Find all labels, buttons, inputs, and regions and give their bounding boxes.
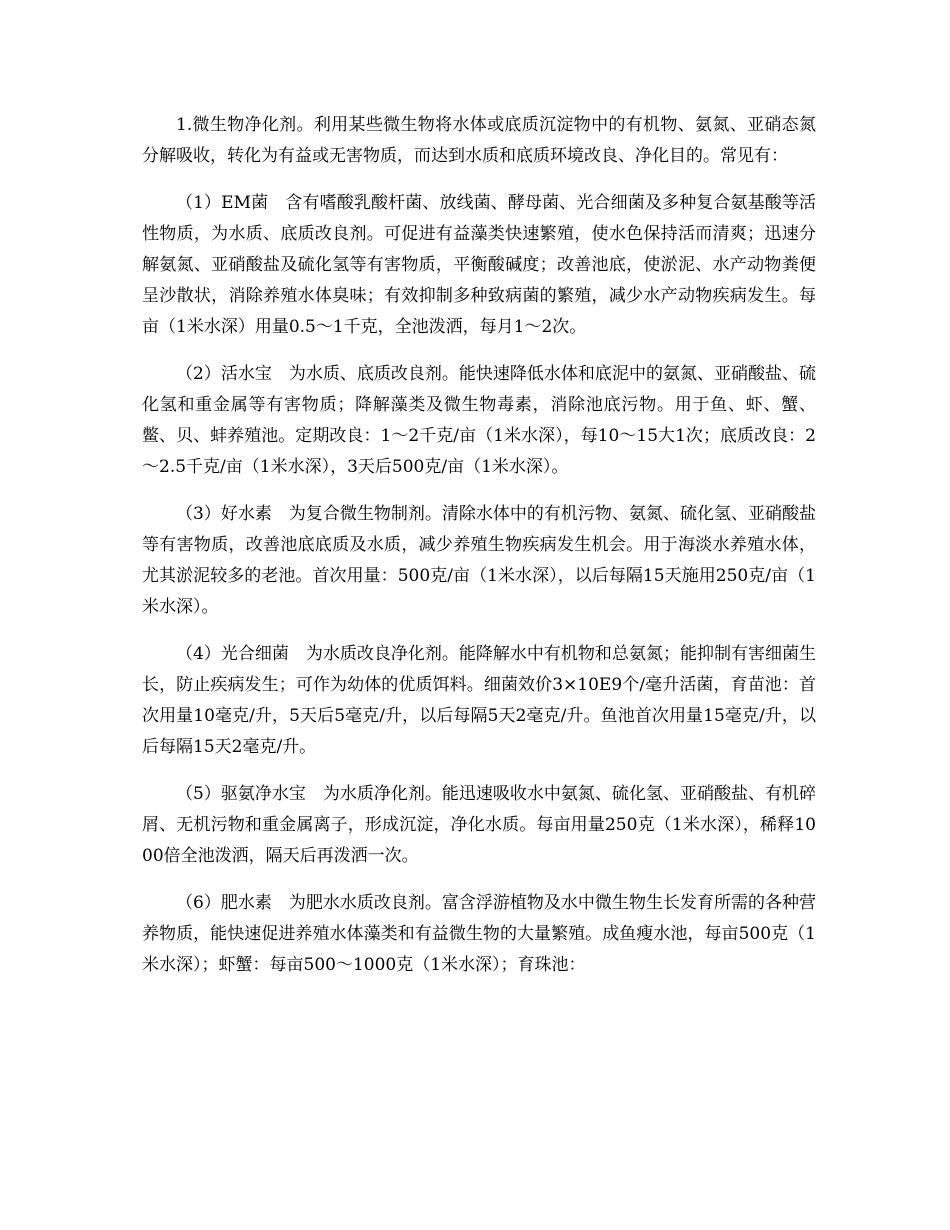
paragraph-em-bacteria: （1）EM菌 含有嗜酸乳酸杆菌、放线菌、酵母菌、光合细菌及多种复合氨基酸等活性物质，为水质、底质改良剂。可促进有益藻类快速繁殖，使水色保持活而清爽；迅速分解氨氮、亚硝酸盐及硫化氢等有害物质，平衡酸碱度；改善池底，使淤泥、水产动物粪便呈沙散状，消除养殖水体臭味；有效抑制多种致病菌的繁殖，减少水产动物疾病发生。每亩（1米水深）用量0.5～1千克，全池泼洒，每月1～2次。 [142, 193, 816, 337]
paragraph-huoshuibao: （2）活水宝 为水质、底质改良剂。能快速降低水体和底泥中的氨氮、亚硝酸盐、硫化氢和重金属等有害物质；降解藻类及微生物毒素，消除池底污物。用于鱼、虾、蟹、鳖、贝、蚌养殖池。定期改良：1～2千克/亩（1米水深），每10～15大1次；底质改良：2～2.5千克/亩（1米水深），3天后500克/亩（1米水深）。 [142, 364, 816, 477]
document-page [142, 110, 816, 997]
paragraph-photosynthetic-bacteria: （4）光合细菌 为水质改良净化剂。能降解水中有机物和总氨氮；能抑制有害细菌生长，防止疾病发生；可作为幼体的优质饵料。细菌效价3×10E9个/毫升活菌，育苗池：首次用量10毫克/升，5天后5毫克/升，以后每隔5天2毫克/升。鱼池首次用量15毫克/升，以后每隔15天2毫克/升。 [142, 644, 816, 757]
paragraph-haoshuisu: （3）好水素 为复合微生物制剂。清除水体中的有机污物、氨氮、硫化氢、亚硝酸盐等有害物质，改善池底底质及水质，减少养殖生物疾病发生机会。用于海淡水养殖水体，尤其淤泥较多的老池。首次用量：500克/亩（1米水深），以后每隔15天施用250克/亩（1米水深）。 [142, 504, 816, 617]
paragraph-feishuisu: （6）肥水素 为肥水水质改良剂。富含浮游植物及水中微生物生长发育所需的各种营养物质，能快速促进养殖水体藻类和有益微生物的大量繁殖。成鱼瘦水池，每亩500克（1米水深）；虾蟹：每亩500～1000克（1米水深）；育珠池： [142, 893, 816, 975]
paragraph-intro: 1.微生物净化剂。利用某些微生物将水体或底质沉淀物中的有机物、氨氮、亚硝态氮分解吸收，转化为有益或无害物质，而达到水质和底质环境改良、净化目的。常见有： [142, 115, 816, 166]
paragraph-quan-jingshuibao: （5）驱氨净水宝 为水质净化剂。能迅速吸收水中氨氮、硫化氢、亚硝酸盐、有机碎屑、无机污物和重金属离子，形成沉淀，净化水质。每亩用量250克（1米水深），稀释1000倍全池泼洒，隔天后再泼洒一次。 [142, 784, 816, 866]
